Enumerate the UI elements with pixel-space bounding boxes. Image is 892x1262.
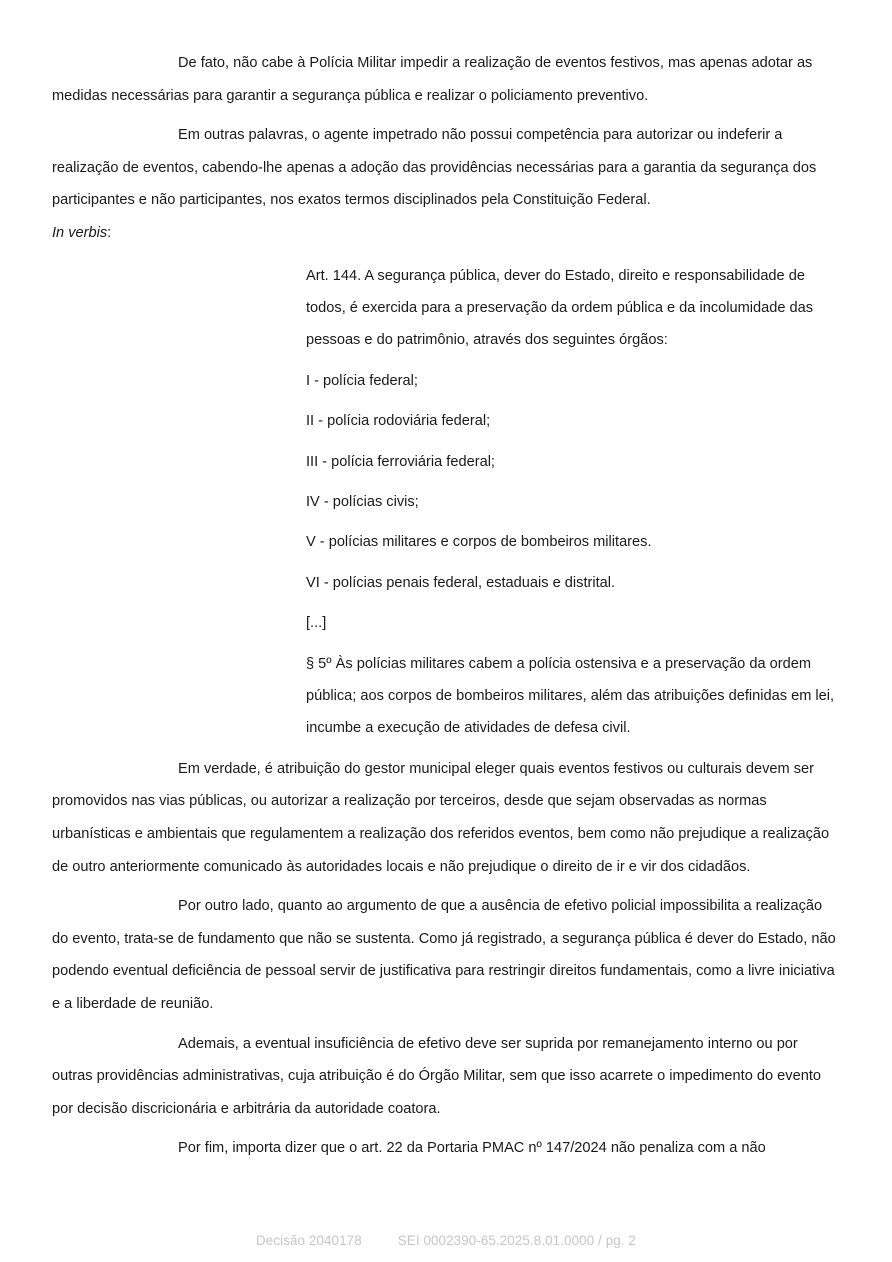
- in-verbis-line: [52, 217, 842, 250]
- paragraph: Em outras palavras, o agente impetrado não possui competência para autorizar ou indeferir a realização de eventos, cabendo-lhe apenas a adoção das providências necessárias para a garantia da segurança dos participantes e não participantes, nos exatos termos disciplinados pela Constituição Federal.: [52, 127, 817, 209]
- paragraph: Por fim, importa dizer que o art. 22 da Portaria PMAC nº 147/2024 não penaliza com a não: [178, 1140, 766, 1157]
- quote-item: V - polícias militares e corpos de bombeiros militares.: [306, 534, 652, 551]
- constitution-quote: [306, 260, 842, 745]
- quote-ellipsis: [...]: [306, 615, 327, 632]
- paragraph: Ademais, a eventual insuficiência de efetivo deve ser suprida por remanejamento interno ou por outras providências administrativas, cuja atribuição é do Órgão Militar, sem que isso acarrete o impedimento do evento por decisão discricionária e arbitrária da autoridade coatora.: [52, 1035, 821, 1117]
- in-verbis-text: In verbis: [52, 224, 108, 241]
- quote-paragraph: § 5º Às polícias militares cabem a polícia ostensiva e a preservação da ordem pública; aos corpos de bombeiros militares, além das atribuições definidas em lei, incumbe a execução de atividades de defesa civil.: [306, 655, 835, 737]
- quote-item: II - polícia rodoviária federal;: [306, 413, 491, 430]
- page-footer: [0, 1233, 892, 1248]
- in-verbis-colon: :: [107, 224, 112, 241]
- decision-number: Decisão 2040178: [256, 1233, 362, 1248]
- document-body: [52, 47, 842, 1172]
- quote-item: VI - polícias penais federal, estaduais e distrital.: [306, 574, 616, 591]
- quote-item: III - polícia ferroviária federal;: [306, 453, 495, 470]
- paragraph: Em verdade, é atribuição do gestor municipal eleger quais eventos festivos ou culturais devem ser promovidos nas vias públicas, ou autorizar a realização por terceiros, desde que sejam observadas as normas urbanísticas e ambientais que regulamentem a realização dos referidos eventos, bem como não prejudique a realização de outro anteriormente comunicado às autoridades locais e não prejudique o direito de ir e vir dos cidadãos.: [52, 760, 830, 875]
- quote-item: I - polícia federal;: [306, 372, 418, 389]
- paragraph: De fato, não cabe à Polícia Militar impedir a realização de eventos festivos, mas apenas adotar as medidas necessárias para garantir a segurança pública e realizar o policiamento preventivo.: [52, 55, 813, 104]
- paragraph: Por outro lado, quanto ao argumento de que a ausência de efetivo policial impossibilita a realização do evento, trata-se de fundamento que não se sustenta. Como já registrado, a segurança pública é dever do Estado, não podendo eventual deficiência de pessoal servir de justificativa para restringir direitos fundamentais, como a livre iniciativa e a liberdade de reunião.: [52, 898, 836, 1012]
- quote-item: IV - polícias civis;: [306, 494, 419, 510]
- quote-paragraph: Art. 144. A segurança pública, dever do Estado, direito e responsabilidade de todos, é exercida para a preservação da ordem pública e da incolumidade das pessoas e do patrimônio, através dos seguintes órgãos:: [306, 267, 814, 349]
- sei-reference: SEI 0002390-65.2025.8.01.0000 / pg. 2: [397, 1233, 636, 1248]
